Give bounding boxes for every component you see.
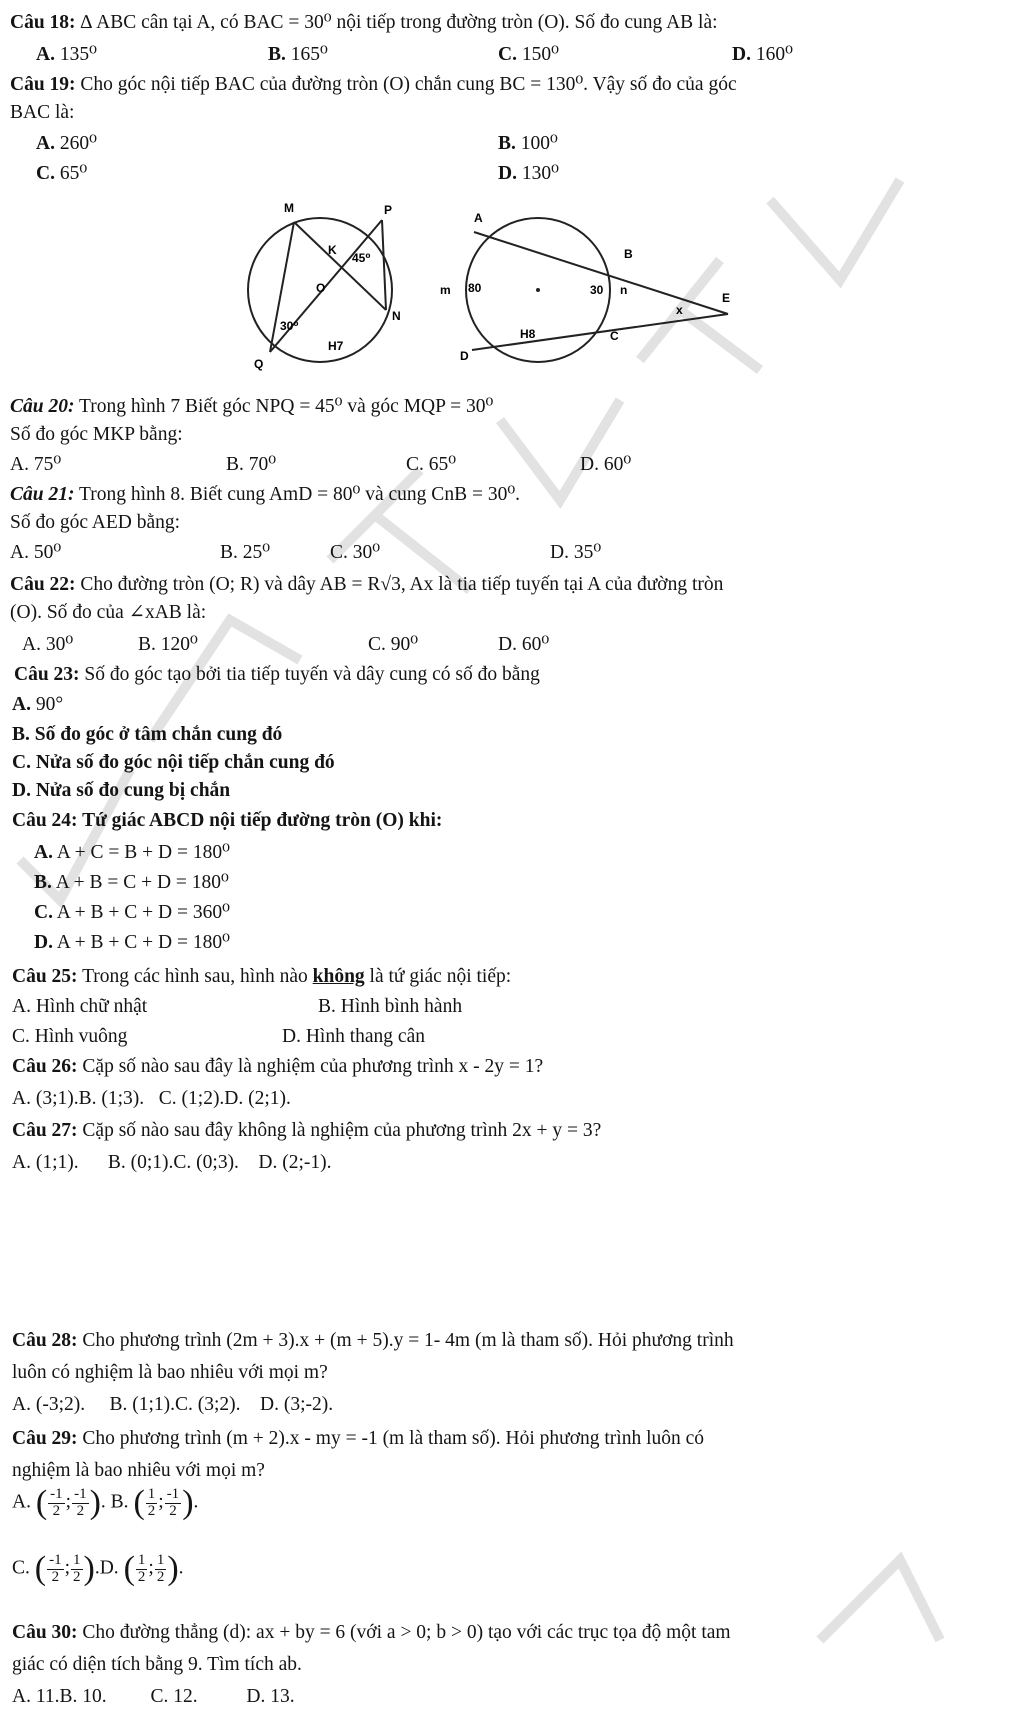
q18-text: ∆ ABC cân tại A, có BAC = 30⁰ nội tiếp trong đường tròn (O). Số đo cung AB là: [80,12,718,33]
fig8-center [536,288,540,292]
q22-label: Câu 22: [10,574,76,595]
q28-stem [12,1330,734,1352]
q24-option-a: A. A + C = B + D = 180⁰ [34,842,230,863]
q28-label: Câu 28: [12,1330,78,1351]
fig7-label-p: P [384,203,393,217]
fig7-label-o: O [316,281,326,295]
q25-option-d: D. Hình thang cân [282,1026,425,1047]
q24-option-c: C. A + B + C + D = 360⁰ [34,902,230,923]
q29-option-c-key: C. [12,1557,30,1579]
q30-text: Cho đường thẳng (d): ax + by = 6 (với a > 0; b > 0) tạo với các trục tọa độ một tam [82,1622,731,1643]
q26-label: Câu 26: [12,1056,78,1077]
q21-option-a: A. 50⁰ [10,542,62,563]
q20-text: Trong hình 7 Biết góc NPQ = 45⁰ và góc MQP = 30⁰ [79,396,494,417]
q22-option-a: A. 30⁰ [22,634,74,655]
fig8-line-de [472,314,728,350]
q21-text-2: Số đo góc AED bằng: [10,512,181,533]
q23-option-a: A. 90° [12,694,64,715]
fig8-label-n: n [620,283,628,297]
q21-option-c: C. 30⁰ [330,542,381,563]
q27-text: Cặp số nào sau đây không là nghiệm của phương trình 2x + y = 3? [82,1120,602,1141]
fig8-label-d: D [460,349,469,363]
q19-text-2: BAC là: [10,102,75,123]
q29-option-a-key: A. [12,1491,31,1513]
q28-text-2: luôn có nghiệm là bao nhiêu với mọi m? [12,1362,328,1383]
q23-option-c: C. Nửa số đo góc nội tiếp chắn cung đó [12,752,335,773]
fig8-arc-80: 80 [468,281,482,295]
figure-h8 [438,210,758,370]
fig7-caption: H7 [328,339,344,353]
fig7-line-mn [294,222,386,310]
fig8-label-c: C [610,329,619,343]
q18-stem [10,12,718,34]
q23-option-b: B. Số đo góc ở tâm chắn cung đó [12,724,283,745]
q19-option-d: D. 130⁰ [498,163,559,184]
q28-answers: A. (-3;2). B. (1;1).C. (3;2). D. (3;-2). [12,1394,334,1415]
fig8-label-x: x [676,303,683,317]
figure-h7 [232,200,412,375]
q27-answers: A. (1;1). B. (0;1).C. (0;3). D. (2;-1). [12,1152,332,1173]
q30-label: Câu 30: [12,1622,78,1643]
fig8-line-ae [474,232,731,314]
fig8-caption: H8 [520,327,536,341]
q25-option-b: B. Hình bình hành [318,996,463,1017]
q18-option-c: C. 150⁰ [498,44,559,65]
q29-stem [12,1428,704,1450]
q29-text-2: nghiệm là bao nhiêu với mọi m? [12,1460,265,1481]
q27-label: Câu 27: [12,1120,78,1141]
q30-answers: A. 11.B. 10. C. 12. D. 13. [12,1686,295,1707]
q25-option-c: C. Hình vuông [12,1026,128,1047]
q19-stem [10,74,737,96]
q21-option-d: D. 35⁰ [550,542,602,563]
fig7-label-q: Q [254,357,264,371]
fig7-label-m: M [284,201,294,215]
fig8-label-m: m [440,283,451,297]
q18-label: Câu 18: [10,12,76,33]
q24-text: Tứ giác ABCD nội tiếp đường tròn (O) khi: [82,810,443,831]
fig7-label-k: K [328,243,337,257]
q20-text-2: Số đo góc MKP bằng: [10,424,183,445]
q18-option-b: B. 165⁰ [268,44,328,65]
q29-text: Cho phương trình (m + 2).x - my = -1 (m là tham số). Hỏi phương trình luôn có [82,1428,705,1449]
q21-stem [10,484,520,506]
q23-text: Số đo góc tạo bởi tia tiếp tuyến và dây cung có số đo bằng [84,664,540,685]
q20-option-c: C. 65⁰ [406,454,457,475]
q19-text: Cho góc nội tiếp BAC của đường tròn (O) chắn cung BC = 130⁰. Vậy số đo của góc [80,74,737,95]
q24-label: Câu 24: [12,810,78,831]
fig7-angle-30: 30⁰ [280,319,299,333]
fig7-angle-45: 45⁰ [352,251,371,265]
q25-emphasis: không [312,966,365,987]
q20-option-b: B. 70⁰ [226,454,277,475]
q21-option-b: B. 25⁰ [220,542,271,563]
q26-text: Cặp số nào sau đây là nghiệm của phương trình x - 2y = 1? [82,1056,544,1077]
q29-options-row-1: A. ( $\frac{-1}{2}$ ; $\frac{-1}{2}$ ). B. ( $\frac{1}{2}$ ; $\frac{-1}{2}$ ). [12,1484,199,1521]
q28-text: Cho phương trình (2m + 3).x + (m + 5).y = 1- 4m (m là tham số). Hỏi phương trình [82,1330,734,1351]
q29-options-row-2: C. ( $\frac{-1}{2}$ ; $\frac{1}{2}$ ).D. ( $\frac{1}{2}$ ; $\frac{1}{2}$ ). [12,1550,184,1587]
q23-label: Câu 23: [14,664,80,685]
fig7-label-n: N [392,309,401,323]
q19-label: Câu 19: [10,74,76,95]
q20-label: Câu 20: [10,396,75,417]
q20-option-a: A. 75⁰ [10,454,62,475]
q29-label: Câu 29: [12,1428,78,1449]
q20-option-d: D. 60⁰ [580,454,632,475]
q26-stem [12,1056,543,1078]
q22-text: Cho đường tròn (O; R) và dây AB = R√3, Ax là tia tiếp tuyến tại A của đường tròn [80,574,724,595]
q18-option-d: D. 160⁰ [732,44,793,65]
q22-text-2: (O). Số đo của ∠xAB là: [10,602,207,623]
fig8-label-b: B [624,247,633,261]
q18-option-a: A. 135⁰ [36,44,97,65]
q24-stem [12,810,442,832]
q19-option-c: C. 65⁰ [36,163,88,184]
q30-stem [12,1622,731,1644]
fig7-line-pn [382,220,386,310]
q27-stem [12,1120,601,1142]
q22-option-c: C. 90⁰ [368,634,419,655]
q24-option-d: D. A + B + C + D = 180⁰ [34,932,230,953]
q25-label: Câu 25: [12,966,78,987]
q25-stem: Câu 25: Trong các hình sau, hình nào không là tứ giác nội tiếp: [12,966,512,987]
fig8-arc-30: 30 [590,283,604,297]
q26-answers: A. (3;1).B. (1;3). C. (1;2).D. (2;1). [12,1088,291,1109]
q19-option-a: A. 260⁰ [36,133,97,154]
fig8-label-e: E [722,291,731,305]
fig8-label-a: A [474,211,483,225]
q19-option-b: B. 100⁰ [498,133,558,154]
q23-stem [14,664,540,686]
q30-text-2: giác có diện tích bằng 9. Tìm tích ab. [12,1654,302,1675]
q21-text: Trong hình 8. Biết cung AmD = 80⁰ và cung CnB = 30⁰. [79,484,521,505]
q23-option-d: D. Nửa số đo cung bị chắn [12,780,231,801]
q25-option-a: A. Hình chữ nhật [12,996,148,1017]
q24-option-b: B. A + B = C + D = 180⁰ [34,872,229,893]
q22-option-b: B. 120⁰ [138,634,198,655]
q22-stem [10,574,723,596]
q21-label: Câu 21: [10,484,75,505]
q22-option-d: D. 60⁰ [498,634,550,655]
q20-stem [10,396,493,418]
